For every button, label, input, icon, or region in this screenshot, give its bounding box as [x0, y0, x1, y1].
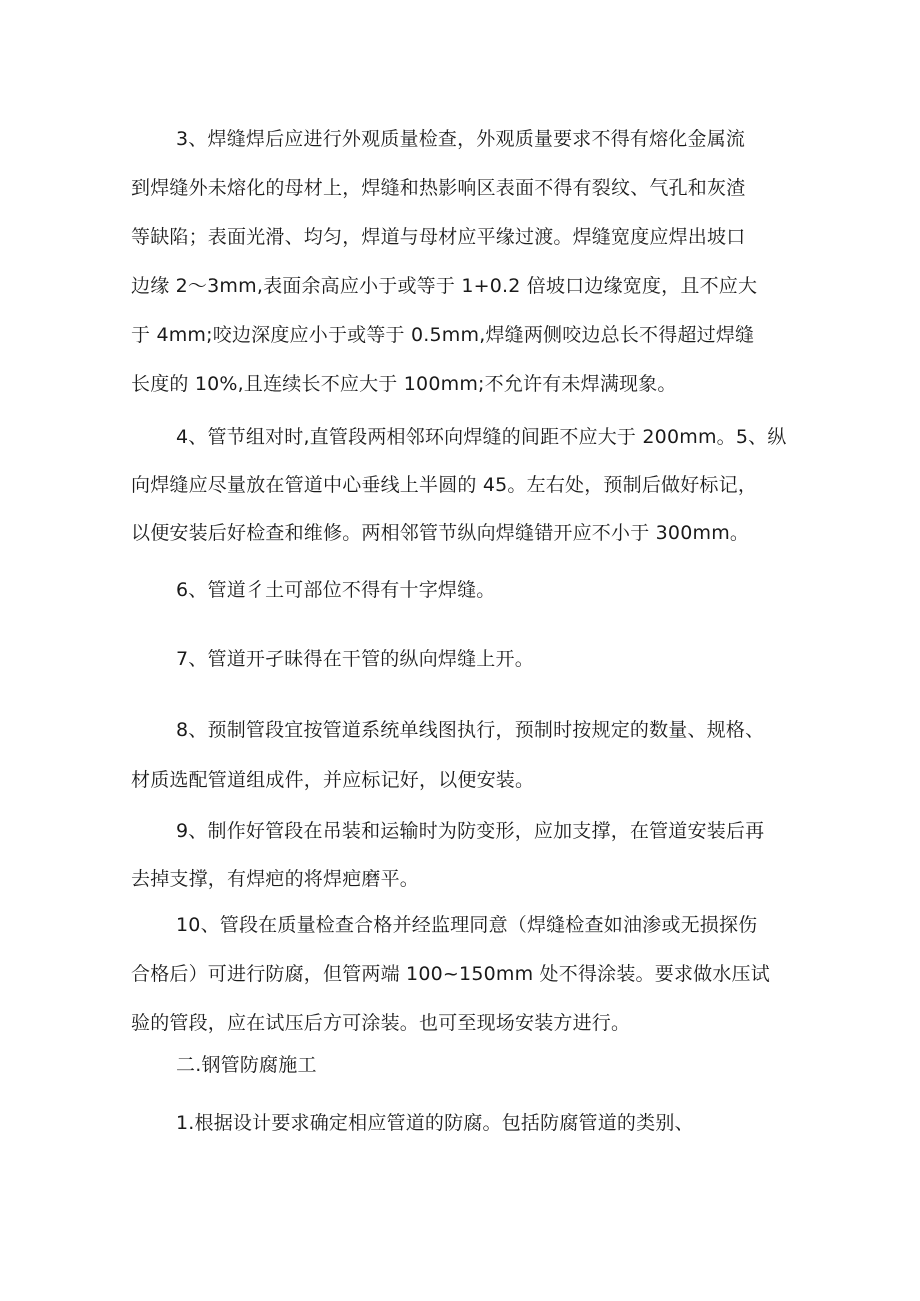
item-10-line-3: 验的管段，应在试压后方可涂装。也可至现场安装方进行。 [131, 1012, 631, 1034]
item-4-line-3: 以便安装后好检查和维修。两相邻管节纵向焊缝错开应不小于 300mm。 [131, 522, 750, 544]
item-3-line-3: 等缺陷；表面光滑、均匀，焊道与母材应平缘过渡。焊缝宽度应焊出坡口 [131, 226, 746, 248]
item-6-line-1: 6、管道彳土可部位不得有十字焊缝。 [176, 579, 496, 601]
item-10-line-2: 合格后）可进行防腐，但管两端 100~150mm 处不得涂装。要求做水压试 [131, 963, 770, 985]
item-10-line-1: 10、管段在质量检查合格并经监理同意（焊缝检查如油渗或无损探伤 [176, 914, 758, 936]
item-8-line-2: 材质选配管道组成件，并应标记好，以便安装。 [131, 769, 535, 791]
item-3-line-6: 长度的 10%,且连续长不应大于 100mm;不允许有未焊满现象。 [131, 373, 677, 395]
item-3-line-2: 到焊缝外未熔化的母材上，焊缝和热影响区表面不得有裂纹、气孔和灰渣 [131, 177, 746, 199]
section-2-item-1-line-1: 1.根据设计要求确定相应管道的防腐。包括防腐管道的类别、 [176, 1112, 694, 1134]
item-7-line-1: 7、管道开孑昧得在干管的纵向焊缝上开。 [176, 648, 534, 670]
item-3-line-5: 于 4mm;咬边深度应小于或等于 0.5mm,焊缝两侧咬边总长不得超过焊缝 [131, 324, 755, 346]
item-4-line-1: 4、管节组对时,直管段两相邻环向焊缝的间距不应大于 200mm。5、纵 [176, 426, 787, 448]
item-3-line-1: 3、焊缝焊后应进行外观质量检查，外观质量要求不得有熔化金属流 [176, 128, 746, 150]
item-9-line-1: 9、制作好管段在吊装和运输时为防变形，应加支撑，在管道安装后再 [176, 820, 765, 842]
item-4-line-2: 向焊缝应尽量放在管道中心垂线上半圆的 45。左右处，预制后做好标记， [131, 474, 758, 496]
item-9-line-2: 去掉支撑，有焊疤的将焊疤磨平。 [131, 868, 420, 890]
item-3-line-4: 边缘 2～3mm,表面余高应小于或等于 1+0.2 倍坡口边缘宽度，且不应大 [131, 275, 758, 297]
item-8-line-1: 8、预制管段宜按管道系统单线图执行，预制时按规定的数量、规格、 [176, 719, 765, 741]
section-2-heading: 二.钢管防腐施工 [176, 1054, 317, 1076]
